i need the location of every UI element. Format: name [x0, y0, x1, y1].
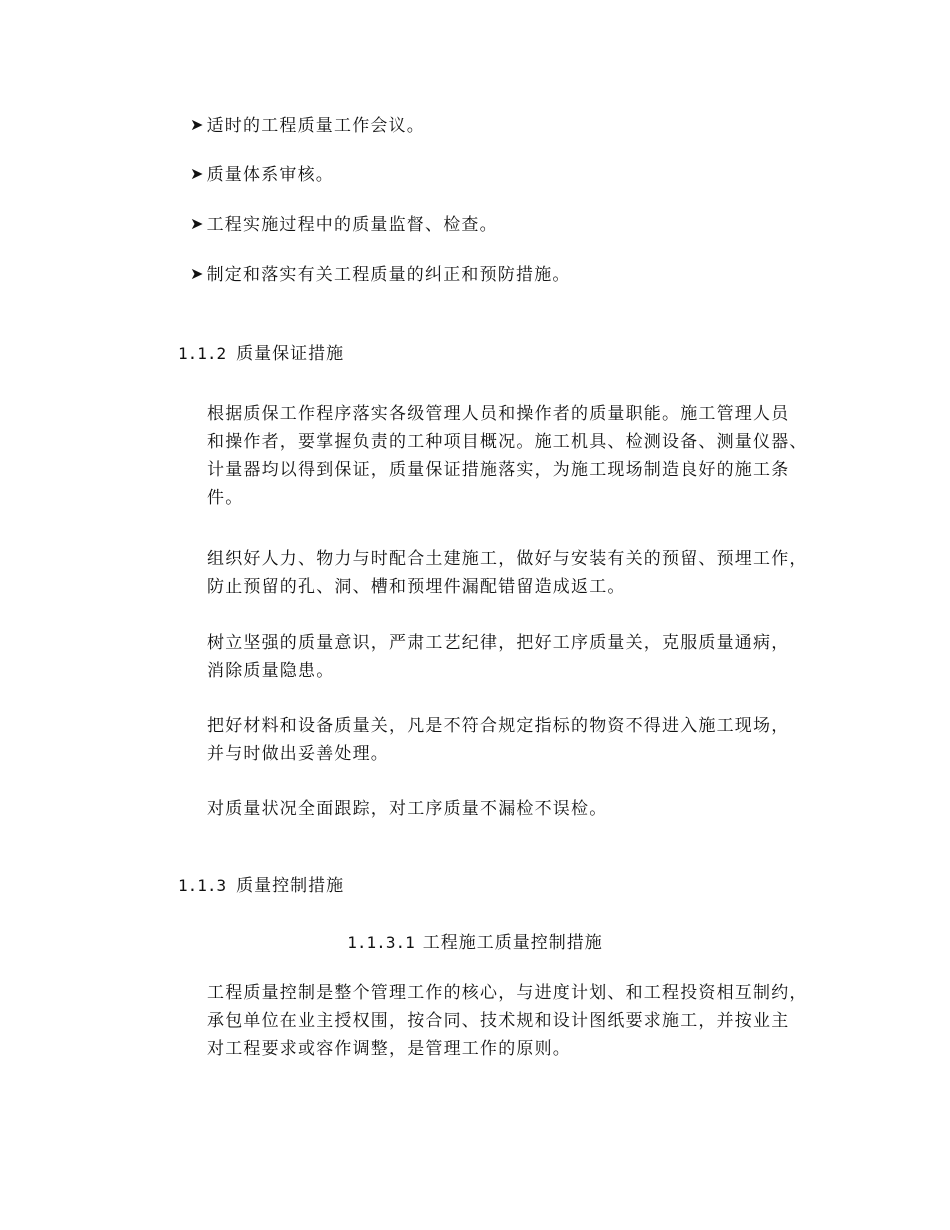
bullet-item: [190, 114, 425, 138]
bullet-text: 工程实施过程中的质量监督、检查。: [206, 215, 498, 235]
bullet-text: 制定和落实有关工程质量的纠正和预防措施。: [206, 265, 571, 285]
section-heading: [178, 342, 344, 366]
subsection-heading: [0, 931, 950, 955]
subsection-title: 工程施工质量控制措施: [422, 933, 603, 953]
paragraph-line: 对工程要求或容作调整，是管理工作的原则。: [207, 1039, 571, 1059]
section-heading: [178, 874, 344, 898]
paragraph: [207, 979, 822, 1063]
paragraph-line: 件。: [207, 488, 244, 508]
section-number: 1.1.3: [178, 876, 227, 895]
paragraph-line: 防止预留的孔、洞、槽和预埋件漏配错留造成返工。: [207, 577, 626, 597]
paragraph-line: 把好材料和设备质量关，凡是不符合规定指标的物资不得进入施工现场，: [207, 716, 790, 736]
bullet-text: 质量体系审核。: [206, 165, 335, 185]
paragraph: [207, 545, 822, 601]
arrowhead-right-icon: ➤: [190, 264, 205, 283]
paragraph: [207, 400, 822, 512]
bullet-item: [190, 163, 334, 187]
arrowhead-right-icon: ➤: [190, 164, 205, 183]
paragraph-line: 并与时做出妥善处理。: [207, 744, 389, 764]
arrowhead-right-icon: ➤: [190, 115, 205, 134]
section-number: 1.1.2: [178, 344, 227, 363]
bullet-text: 适时的工程质量工作会议。: [206, 116, 426, 136]
subsection-number: 1.1.3.1: [347, 933, 415, 952]
paragraph-line: 和操作者，要掌握负责的工种项目概况。施工机具、检测设备、测量仪器、: [207, 432, 808, 452]
bullet-item: [190, 263, 571, 287]
paragraph-line: 消除质量隐患。: [207, 661, 335, 681]
paragraph-line: 根据质保工作程序落实各级管理人员和操作者的质量职能。施工管理人员: [207, 404, 790, 424]
section-title: 质量控制措施: [236, 876, 345, 896]
paragraph-line: 工程质量控制是整个管理工作的核心，与进度计划、和工程投资相互制约，: [207, 983, 808, 1003]
arrowhead-right-icon: ➤: [190, 214, 205, 233]
paragraph-line: 对质量状况全面跟踪，对工序质量不漏检不误检。: [207, 799, 608, 819]
bullet-item: [190, 213, 498, 237]
paragraph-line: 计量器均以得到保证，质量保证措施落实，为施工现场制造良好的施工条: [207, 460, 790, 480]
paragraph: [207, 712, 822, 768]
section-title: 质量保证措施: [236, 344, 345, 364]
paragraph-line: 承包单位在业主授权围，按合同、技术规和设计图纸要求施工，并按业主: [207, 1011, 790, 1031]
paragraph-line: 组织好人力、物力与时配合土建施工，做好与安装有关的预留、预埋工作，: [207, 549, 808, 569]
paragraph: [207, 795, 822, 823]
paragraph-line: 树立坚强的质量意识，严肃工艺纪律，把好工序质量关，克服质量通病，: [207, 633, 790, 653]
paragraph: [207, 629, 822, 685]
